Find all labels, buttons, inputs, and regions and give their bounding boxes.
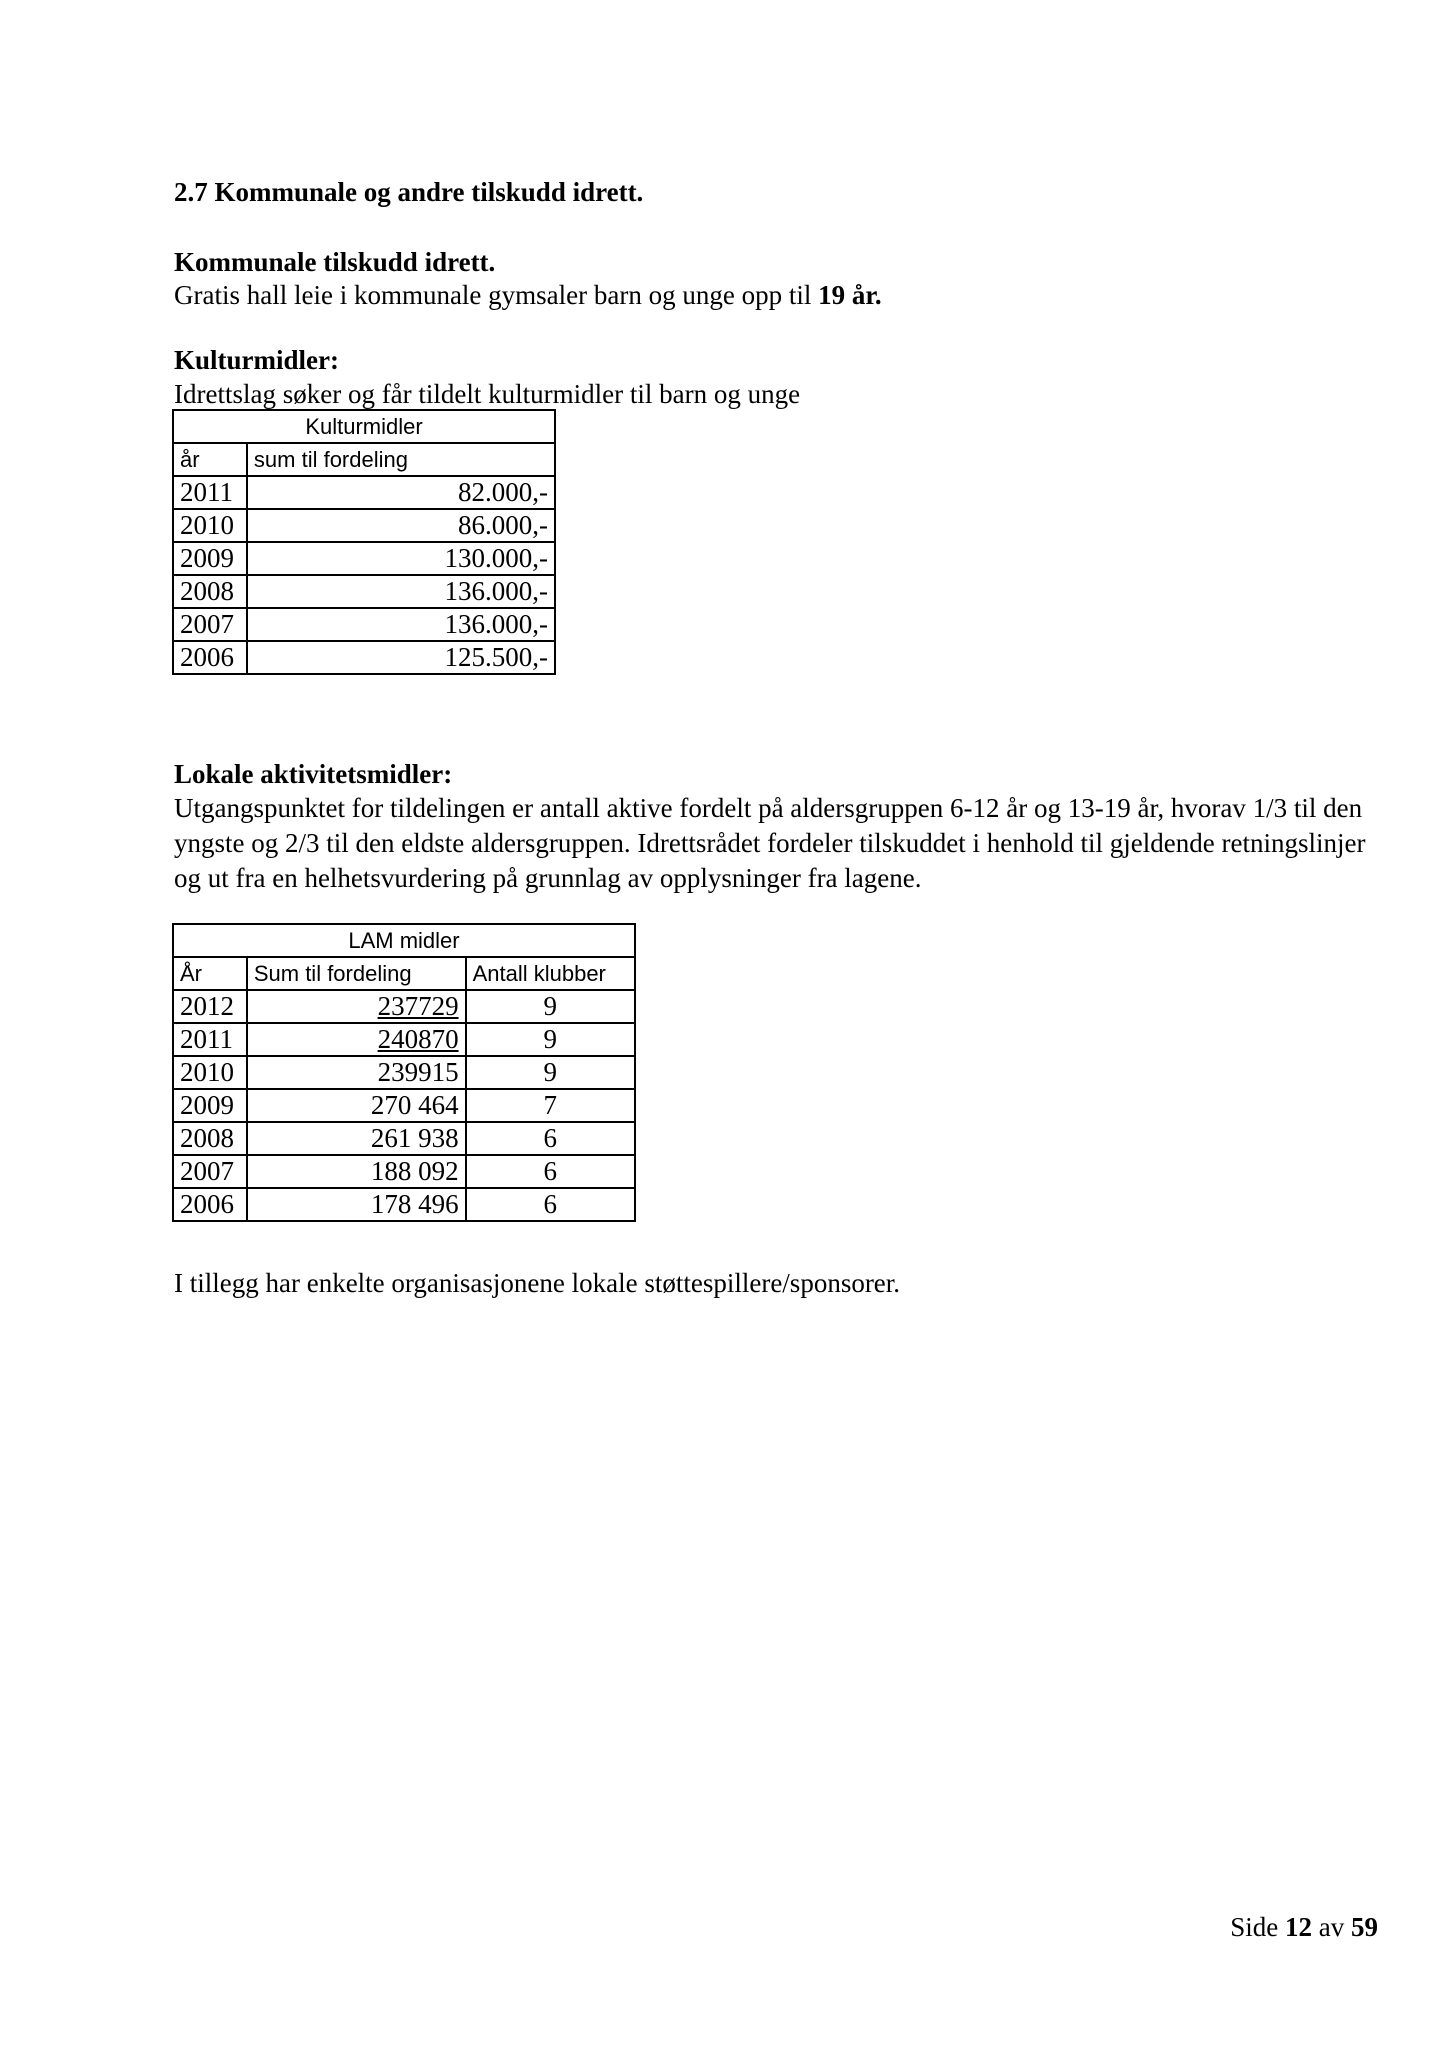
table-header-row (173, 443, 555, 476)
clubs-cell: 6 (466, 1155, 635, 1188)
table-row (173, 1122, 635, 1155)
table-caption-row (173, 410, 555, 443)
table-header-row (173, 957, 635, 990)
kulturmidler-title: Kulturmidler: (174, 345, 339, 375)
amount-cell: 130.000,- (247, 542, 555, 575)
municipal-title: Kommunale tilskudd idrett. (174, 247, 496, 277)
amount-cell: 125.500,- (247, 641, 555, 674)
amount-cell (247, 1023, 466, 1056)
clubs-cell: 9 (466, 990, 635, 1023)
amount-cell: 178 496 (247, 1188, 466, 1221)
year-cell: 2010 (173, 509, 247, 542)
amount-cell: 239915 (247, 1056, 466, 1089)
year-cell: 2008 (173, 575, 247, 608)
year-cell: 2006 (173, 641, 247, 674)
year-cell: 2011 (173, 1023, 247, 1056)
year-cell: 2009 (173, 542, 247, 575)
municipal-text-bold: 19 år. (818, 280, 882, 310)
year-cell: 2009 (173, 1089, 247, 1122)
lam-table (172, 923, 636, 1222)
clubs-cell: 7 (466, 1089, 635, 1122)
column-header: År (173, 957, 247, 990)
amount-cell (247, 990, 466, 1023)
amount-cell: 188 092 (247, 1155, 466, 1188)
clubs-cell: 9 (466, 1056, 635, 1089)
amount-cell: 136.000,- (247, 575, 555, 608)
amount-cell: 86.000,- (247, 509, 555, 542)
amount-cell: 261 938 (247, 1122, 466, 1155)
table-row (173, 1089, 635, 1122)
lam-text: Utgangspunktet for tildelingen er antall aktive fordelt på aldersgruppen 6-12 år og 13-19 år, hvorav 1/3 til den yngste og 2/3 til den eldste aldersgruppen. Idrettsrådet fordeler tilskuddet i henhold til gjeldende retningslinjer og ut fra en helhetsvurdering på grunnlag av opplysninger fra lagene. (174, 793, 1366, 893)
kulturmidler-text: Idrettslag søker og får tildelt kulturmidler til barn og unge (174, 379, 801, 409)
table-row (173, 1056, 635, 1089)
table-row (173, 641, 555, 674)
footer-av-label: av (1318, 1912, 1345, 1942)
footer-page-total: 59 (1351, 1912, 1378, 1942)
year-cell: 2006 (173, 1188, 247, 1221)
table-row (173, 990, 635, 1023)
table-row (173, 1155, 635, 1188)
amount-cell: 136.000,- (247, 608, 555, 641)
column-header: år (173, 443, 247, 476)
table-row (173, 608, 555, 641)
year-cell: 2010 (173, 1056, 247, 1089)
table-row (173, 542, 555, 575)
lam-title: Lokale aktivitetsmidler: (174, 759, 453, 789)
clubs-cell: 6 (466, 1122, 635, 1155)
closing-text: I tillegg har enkelte organisasjonene lokale støttespillere/sponsorer. (174, 1268, 901, 1298)
year-cell: 2012 (173, 990, 247, 1023)
column-header: Antall klubber (466, 957, 635, 990)
table-caption: Kulturmidler (173, 410, 555, 443)
amount-value: 240870 (377, 1024, 459, 1054)
municipal-text (174, 278, 882, 313)
table-row (173, 1023, 635, 1056)
footer-side-label: Side (1230, 1912, 1279, 1942)
table-caption-row (173, 924, 635, 957)
year-cell: 2007 (173, 608, 247, 641)
clubs-cell: 6 (466, 1188, 635, 1221)
amount-cell: 270 464 (247, 1089, 466, 1122)
kulturmidler-table (172, 409, 556, 675)
year-cell: 2007 (173, 1155, 247, 1188)
table-row (173, 476, 555, 509)
footer-page-number: 12 (1285, 1912, 1313, 1942)
column-header: sum til fordeling (247, 443, 555, 476)
table-row (173, 575, 555, 608)
amount-value: 237729 (377, 991, 459, 1021)
column-header: Sum til fordeling (247, 957, 466, 990)
table-caption: LAM midler (173, 924, 635, 957)
table-row (173, 1188, 635, 1221)
table-row (173, 509, 555, 542)
year-cell: 2011 (173, 476, 247, 509)
clubs-cell: 9 (466, 1023, 635, 1056)
section-heading: 2.7 Kommunale og andre tilskudd idrett. (174, 177, 644, 207)
municipal-text-main: Gratis hall leie i kommunale gymsaler barn og unge opp til (174, 280, 819, 310)
amount-cell: 82.000,- (247, 476, 555, 509)
year-cell: 2008 (173, 1122, 247, 1155)
page-footer (1230, 1912, 1378, 1943)
